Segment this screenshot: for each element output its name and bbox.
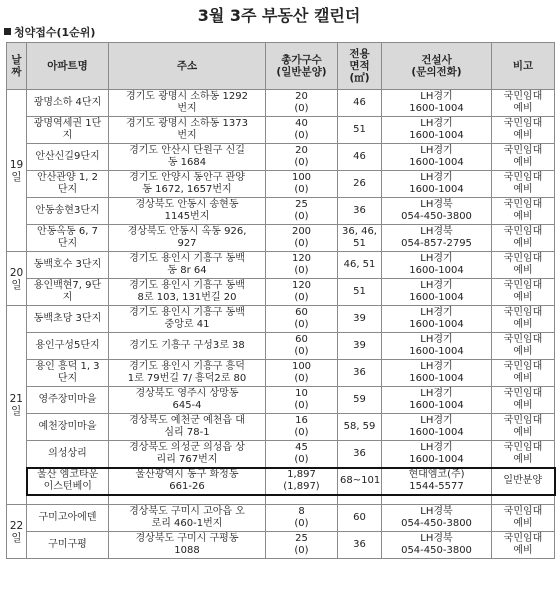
note-cell	[492, 495, 555, 505]
table-row	[7, 360, 555, 387]
address-cell: 경기도 용인시 기흥구 동백 8로 103, 131번길 20	[109, 279, 266, 306]
area-cell: 36	[338, 198, 382, 225]
area-cell: 46	[338, 144, 382, 171]
table-row	[7, 252, 555, 279]
address-cell: 경기도 광명시 소하동 1373 번지	[109, 117, 266, 144]
address-cell: 경기도 안산시 단원구 신길 동 1684	[109, 144, 266, 171]
page-title: 3월 3주 부동산 캘린더	[197, 6, 361, 25]
table-row	[7, 171, 555, 198]
area-cell: 58, 59	[338, 414, 382, 441]
date-cell: 21 일	[7, 306, 27, 505]
note-cell: 국민임대 예비	[492, 306, 555, 333]
units-cell: 40 (0)	[266, 117, 338, 144]
name-cell: 안산관양 1, 2 단지	[27, 171, 109, 198]
name-cell: 영주장미마을	[27, 387, 109, 414]
units-cell: 25 (0)	[266, 532, 338, 559]
note-cell: 국민임대 예비	[492, 117, 555, 144]
note-cell: 국민임대 예비	[492, 144, 555, 171]
table-row	[7, 387, 555, 414]
builder-cell: LH경기 1600-1004	[382, 306, 492, 333]
table-row	[7, 279, 555, 306]
col-header-builder: 건설사 (문의전화)	[382, 43, 492, 90]
area-cell	[338, 495, 382, 505]
col-header-date: 날 짜	[7, 43, 27, 90]
note-cell: 국민임대 예비	[492, 441, 555, 468]
builder-cell: LH경북 054-450-3800	[382, 532, 492, 559]
area-cell: 36, 46, 51	[338, 225, 382, 252]
units-cell: 25 (0)	[266, 198, 338, 225]
name-cell: 동백호수 3단지	[27, 252, 109, 279]
area-cell: 36	[338, 360, 382, 387]
note-cell: 국민임대 예비	[492, 414, 555, 441]
builder-cell: LH경북 054-450-3800	[382, 505, 492, 532]
units-cell: 8 (0)	[266, 505, 338, 532]
table-row	[7, 198, 555, 225]
area-cell: 46, 51	[338, 252, 382, 279]
units-cell: 45 (0)	[266, 441, 338, 468]
date-cell: 19 일	[7, 90, 27, 252]
date-cell: 22 일	[7, 505, 27, 559]
area-cell: 39	[338, 333, 382, 360]
note-cell: 국민임대 예비	[492, 333, 555, 360]
address-cell: 경상북도 안동시 송현동 1145번지	[109, 198, 266, 225]
builder-cell: LH경북 054-857-2795	[382, 225, 492, 252]
table-row	[7, 495, 555, 505]
table-row	[7, 505, 555, 532]
section-title-text: 청약접수(1순위)	[14, 26, 96, 39]
builder-cell: LH경기 1600-1004	[382, 90, 492, 117]
section-title	[4, 24, 95, 40]
note-cell: 국민임대 예비	[492, 387, 555, 414]
table-row	[7, 441, 555, 468]
table-row	[7, 117, 555, 144]
table-row	[7, 144, 555, 171]
units-cell: 10 (0)	[266, 387, 338, 414]
builder-cell: LH경기 1600-1004	[382, 414, 492, 441]
units-cell: 20 (0)	[266, 144, 338, 171]
builder-cell: LH경기 1600-1004	[382, 117, 492, 144]
area-cell: 36	[338, 441, 382, 468]
builder-cell: LH경기 1600-1004	[382, 171, 492, 198]
address-cell: 경기도 용인시 기흥구 동백 동 8r 64	[109, 252, 266, 279]
name-cell: 광명역세권 1단 지	[27, 117, 109, 144]
table-row	[7, 414, 555, 441]
note-cell: 국민임대 예비	[492, 252, 555, 279]
units-cell: 20 (0)	[266, 90, 338, 117]
name-cell: 용인구성5단지	[27, 333, 109, 360]
builder-cell: LH경기 1600-1004	[382, 333, 492, 360]
table-row	[7, 306, 555, 333]
name-cell: 울산 엠코타운 이스턴베이	[27, 468, 109, 495]
table-row	[7, 90, 555, 117]
note-cell: 국민임대 예비	[492, 90, 555, 117]
builder-cell: LH경기 1600-1004	[382, 441, 492, 468]
name-cell: 용인백현7, 9단 지	[27, 279, 109, 306]
name-cell: 용인 흥덕 1, 3 단지	[27, 360, 109, 387]
address-cell: 경기도 안양시 동안구 관양 동 1672, 1657번지	[109, 171, 266, 198]
note-cell: 국민임대 예비	[492, 505, 555, 532]
name-cell: 안동송현3단지	[27, 198, 109, 225]
area-cell: 26	[338, 171, 382, 198]
builder-cell: LH경기 1600-1004	[382, 279, 492, 306]
address-cell: 경기도 용인시 기흥구 흥덕 1로 79번길 7/ 흥덕2로 80	[109, 360, 266, 387]
builder-cell: LH경기 1600-1004	[382, 252, 492, 279]
col-header-address: 주소	[109, 43, 266, 90]
address-cell: 경기도 용인시 기흥구 동백 중앙로 41	[109, 306, 266, 333]
note-cell: 일반분양	[492, 468, 555, 495]
name-cell: 안동옥동 6, 7 단지	[27, 225, 109, 252]
note-cell: 국민임대 예비	[492, 171, 555, 198]
note-cell: 국민임대 예비	[492, 198, 555, 225]
units-cell: 60 (0)	[266, 306, 338, 333]
table-row	[7, 532, 555, 559]
area-cell: 46	[338, 90, 382, 117]
note-cell: 국민임대 예비	[492, 532, 555, 559]
name-cell: 구미구평	[27, 532, 109, 559]
address-cell: 경상북도 안동시 옥동 926, 927	[109, 225, 266, 252]
note-cell: 국민임대 예비	[492, 225, 555, 252]
units-cell	[266, 495, 338, 505]
units-cell: 16 (0)	[266, 414, 338, 441]
builder-cell	[382, 495, 492, 505]
name-cell: 의성상리	[27, 441, 109, 468]
note-cell: 국민임대 예비	[492, 279, 555, 306]
table-row	[7, 225, 555, 252]
table-header-row	[7, 43, 555, 90]
col-header-units: 총가구수 (일반분양)	[266, 43, 338, 90]
builder-cell: 현대엠코(주) 1544-5577	[382, 468, 492, 495]
address-cell: 울산광역시 동구 화정동 661-26	[109, 468, 266, 495]
area-cell: 39	[338, 306, 382, 333]
note-cell: 국민임대 예비	[492, 360, 555, 387]
address-cell	[109, 495, 266, 505]
builder-cell: LH경기 1600-1004	[382, 360, 492, 387]
area-cell: 36	[338, 532, 382, 559]
col-header-name: 아파트명	[27, 43, 109, 90]
col-header-area: 전용 면적 (㎡)	[338, 43, 382, 90]
area-cell: 59	[338, 387, 382, 414]
units-cell: 120 (0)	[266, 279, 338, 306]
units-cell: 100 (0)	[266, 171, 338, 198]
col-header-note: 비고	[492, 43, 555, 90]
address-cell: 경기도 기흥구 구성3로 38	[109, 333, 266, 360]
table-row	[7, 333, 555, 360]
area-cell: 51	[338, 279, 382, 306]
name-cell: 광명소하 4단지	[27, 90, 109, 117]
square-bullet-icon	[4, 28, 11, 35]
name-cell: 예천장미마을	[27, 414, 109, 441]
units-cell: 60 (0)	[266, 333, 338, 360]
address-cell: 경상북도 영주시 상망동 645-4	[109, 387, 266, 414]
name-cell: 동백초당 3단지	[27, 306, 109, 333]
builder-cell: LH경기 1600-1004	[382, 387, 492, 414]
name-cell: 안산신길9단지	[27, 144, 109, 171]
date-cell: 20 일	[7, 252, 27, 306]
area-cell: 68~101	[338, 468, 382, 495]
builder-cell: LH경북 054-450-3800	[382, 198, 492, 225]
units-cell: 100 (0)	[266, 360, 338, 387]
name-cell	[27, 495, 109, 505]
subscription-table	[6, 42, 556, 559]
address-cell: 경기도 광명시 소하동 1292 번지	[109, 90, 266, 117]
address-cell: 경상북도 예천군 예천읍 대 심리 78-1	[109, 414, 266, 441]
address-cell: 경상북도 의성군 의성읍 상 리리 767번지	[109, 441, 266, 468]
address-cell: 경상북도 구미시 구평동 1088	[109, 532, 266, 559]
table-body	[7, 90, 555, 559]
address-cell: 경상북도 구미시 고아읍 오 로리 460-1번지	[109, 505, 266, 532]
builder-cell: LH경기 1600-1004	[382, 144, 492, 171]
units-cell: 200 (0)	[266, 225, 338, 252]
table-row	[7, 468, 555, 495]
units-cell: 120 (0)	[266, 252, 338, 279]
area-cell: 51	[338, 117, 382, 144]
name-cell: 구미고아에덴	[27, 505, 109, 532]
units-cell: 1,897 (1,897)	[266, 468, 338, 495]
area-cell: 60	[338, 505, 382, 532]
